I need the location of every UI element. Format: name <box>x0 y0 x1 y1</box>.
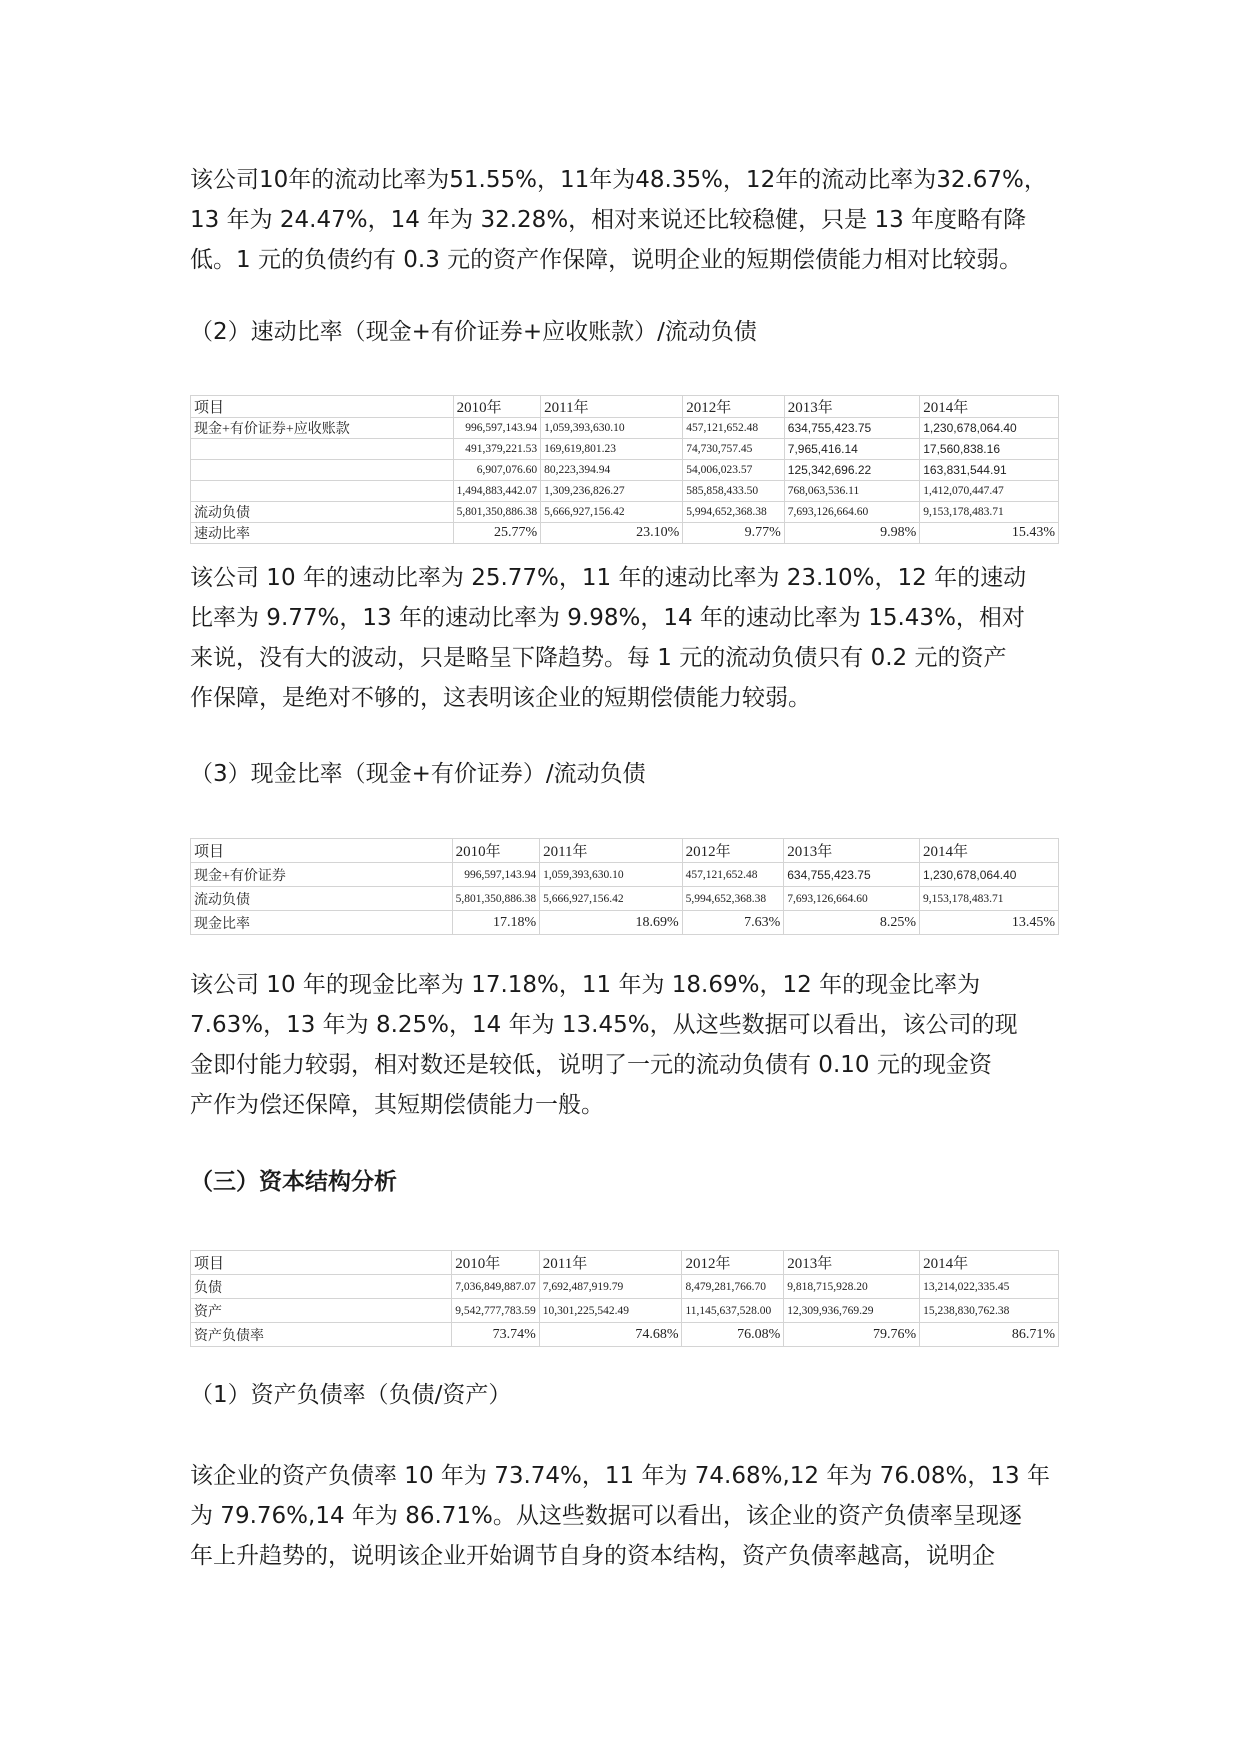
table-cell: 1,494,883,442.07 <box>453 481 541 502</box>
table-cell: 13,214,022,335.45 <box>920 1275 1059 1299</box>
table-cell: 634,755,423.75 <box>784 418 919 439</box>
table-cell: 1,412,070,447.47 <box>920 481 1059 502</box>
table-cell: 15.43% <box>920 523 1059 544</box>
header-cell: 2012年 <box>682 1251 784 1275</box>
row-label <box>191 481 454 502</box>
text-line: 该公司 10 年的现金比率为 17.18%，11 年为 18.69%，12 年的现金比率为 <box>190 972 981 998</box>
table-cell: 12,309,936,769.29 <box>784 1299 920 1323</box>
header-cell: 2010年 <box>452 1251 540 1275</box>
table-cell: 125,342,696.22 <box>784 460 919 481</box>
table-cell: 17.18% <box>452 911 540 935</box>
table-header-row <box>191 839 1059 863</box>
table-cell: 7,692,487,919.79 <box>539 1275 682 1299</box>
heading-quick-ratio: （2）速动比率（现金+有价证券+应收账款）/流动负债 <box>190 319 757 345</box>
table-cell: 10,301,225,542.49 <box>539 1299 682 1323</box>
header-cell: 2013年 <box>784 1251 920 1275</box>
table-row <box>191 502 1059 523</box>
header-cell: 项目 <box>191 839 453 863</box>
table-cell: 7,693,126,664.60 <box>784 887 920 911</box>
table-cell: 491,379,221.53 <box>453 439 541 460</box>
table-cell: 25.77% <box>453 523 541 544</box>
text-line: 来说，没有大的波动，只是略呈下降趋势。每 1 元的流动负债只有 0.2 元的资产 <box>190 645 1007 671</box>
text-line: 金即付能力较弱，相对数还是较低，说明了一元的流动负债有 0.10 元的现金资 <box>190 1052 992 1078</box>
table-row <box>191 523 1059 544</box>
table-cell: 9,153,178,483.71 <box>920 502 1059 523</box>
paragraph-cash-ratio <box>190 965 1080 1125</box>
table-cell: 5,801,350,886.38 <box>452 887 540 911</box>
table-header-row <box>191 1251 1059 1275</box>
table-cell: 9,153,178,483.71 <box>920 887 1059 911</box>
table-cell: 768,063,536.11 <box>784 481 919 502</box>
row-label: 现金+有价证券+应收账款 <box>191 418 454 439</box>
table-cell: 5,801,350,886.38 <box>453 502 541 523</box>
row-label <box>191 439 454 460</box>
table-row <box>191 481 1059 502</box>
table-cell: 996,597,143.94 <box>453 418 541 439</box>
table-cell: 11,145,637,528.00 <box>682 1299 784 1323</box>
table-row <box>191 1299 1059 1323</box>
text-line: 作保障，是绝对不够的，这表明该企业的短期偿债能力较弱。 <box>190 685 811 711</box>
table-cell: 80,223,394.94 <box>541 460 683 481</box>
header-cell: 2010年 <box>453 396 541 418</box>
table-row <box>191 1323 1059 1347</box>
heading-cash-ratio: （3）现金比率（现金+有价证券）/流动负债 <box>190 761 646 787</box>
text-line: 低。1 元的负债约有 0.3 元的资产作保障，说明企业的短期偿债能力相对比较弱。 <box>190 247 1023 273</box>
table-cell: 17,560,838.16 <box>920 439 1059 460</box>
table-row <box>191 439 1059 460</box>
row-label: 流动负债 <box>191 502 454 523</box>
table-cell: 457,121,652.48 <box>683 418 785 439</box>
table-cell: 1,059,393,630.10 <box>540 863 683 887</box>
header-cell: 2012年 <box>682 839 784 863</box>
row-label: 资产负债率 <box>191 1323 452 1347</box>
table-debt-ratio <box>190 1250 1059 1347</box>
header-cell: 项目 <box>191 396 454 418</box>
table-row <box>191 418 1059 439</box>
table-cell: 54,006,023.57 <box>683 460 785 481</box>
table-cell: 5,994,652,368.38 <box>683 502 785 523</box>
header-cell: 2014年 <box>920 1251 1059 1275</box>
table-cell: 6,907,076.60 <box>453 460 541 481</box>
header-cell: 2014年 <box>920 839 1059 863</box>
table-row <box>191 460 1059 481</box>
heading-capital-structure: （三）资本结构分析 <box>190 1169 397 1195</box>
header-cell: 2011年 <box>541 396 683 418</box>
table-cell: 76.08% <box>682 1323 784 1347</box>
table-cell: 1,230,678,064.40 <box>920 863 1059 887</box>
table-row <box>191 911 1059 935</box>
row-label: 负债 <box>191 1275 452 1299</box>
table-cell: 15,238,830,762.38 <box>920 1299 1059 1323</box>
table-row <box>191 863 1059 887</box>
table-cell: 7.63% <box>682 911 784 935</box>
table-cell: 7,036,849,887.07 <box>452 1275 540 1299</box>
table-cell: 23.10% <box>541 523 683 544</box>
table-cell: 9,818,715,928.20 <box>784 1275 920 1299</box>
table-cell: 74.68% <box>539 1323 682 1347</box>
text-line: 该企业的资产负债率 10 年为 73.74%，11 年为 74.68%,12 年为 76.08%，13 年 <box>190 1463 1050 1489</box>
table-header-row <box>191 396 1059 418</box>
table-cell: 634,755,423.75 <box>784 863 920 887</box>
table-cell: 1,059,393,630.10 <box>541 418 683 439</box>
table-cell: 79.76% <box>784 1323 920 1347</box>
row-label <box>191 460 454 481</box>
text-line: 年上升趋势的，说明该企业开始调节自身的资本结构，资产负债率越高，说明企 <box>190 1543 995 1569</box>
table-row <box>191 1275 1059 1299</box>
table-cell: 7,693,126,664.60 <box>784 502 919 523</box>
header-cell: 2011年 <box>540 839 683 863</box>
heading-debt-ratio: （1）资产负债率（负债/资产） <box>190 1382 512 1408</box>
table-cell: 8,479,281,766.70 <box>682 1275 784 1299</box>
table-quick-ratio <box>190 395 1059 544</box>
header-cell: 2010年 <box>452 839 540 863</box>
table-cell: 169,619,801.23 <box>541 439 683 460</box>
table-cell: 18.69% <box>540 911 683 935</box>
table-cell: 13.45% <box>920 911 1059 935</box>
header-cell: 2013年 <box>784 396 919 418</box>
table-cell: 8.25% <box>784 911 920 935</box>
table-cell: 5,994,652,368.38 <box>682 887 784 911</box>
table-cash-ratio <box>190 838 1059 935</box>
row-label: 现金比率 <box>191 911 453 935</box>
table-cell: 457,121,652.48 <box>682 863 784 887</box>
header-cell: 2014年 <box>920 396 1059 418</box>
text-line: 13 年为 24.47%，14 年为 32.28%，相对来说还比较稳健，只是 13 年度略有降 <box>190 207 1027 233</box>
row-label: 流动负债 <box>191 887 453 911</box>
header-cell: 项目 <box>191 1251 452 1275</box>
header-cell: 2012年 <box>683 396 785 418</box>
table-cell: 86.71% <box>920 1323 1059 1347</box>
table-cell: 1,309,236,826.27 <box>541 481 683 502</box>
table-cell: 7,965,416.14 <box>784 439 919 460</box>
text-line: 产作为偿还保障，其短期偿债能力一般。 <box>190 1092 604 1118</box>
row-label: 速动比率 <box>191 523 454 544</box>
text-line: 为 79.76%,14 年为 86.71%。从这些数据可以看出，该企业的资产负债率呈现逐 <box>190 1503 1022 1529</box>
table-cell: 9,542,777,783.59 <box>452 1299 540 1323</box>
table-cell: 5,666,927,156.42 <box>540 887 683 911</box>
table-cell: 74,730,757.45 <box>683 439 785 460</box>
table-cell: 73.74% <box>452 1323 540 1347</box>
table-cell: 9.77% <box>683 523 785 544</box>
table-cell: 1,230,678,064.40 <box>920 418 1059 439</box>
row-label: 现金+有价证券 <box>191 863 453 887</box>
text-line: 比率为 9.77%，13 年的速动比率为 9.98%，14 年的速动比率为 15.43%，相对 <box>190 605 1025 631</box>
table-cell: 163,831,544.91 <box>920 460 1059 481</box>
table-cell: 9.98% <box>784 523 919 544</box>
text-line: 该公司10年的流动比率为51.55%，11年为48.35%，12年的流动比率为32.67%， <box>190 167 1047 193</box>
table-cell: 996,597,143.94 <box>452 863 540 887</box>
table-cell: 585,858,433.50 <box>683 481 785 502</box>
paragraph-quick-ratio <box>190 558 1080 718</box>
header-cell: 2013年 <box>784 839 920 863</box>
row-label: 资产 <box>191 1299 452 1323</box>
table-row <box>191 887 1059 911</box>
paragraph-debt-ratio <box>190 1456 1080 1576</box>
text-line: 该公司 10 年的速动比率为 25.77%，11 年的速动比率为 23.10%，12 年的速动 <box>190 565 1027 591</box>
paragraph-current-ratio <box>190 160 1080 280</box>
table-cell: 5,666,927,156.42 <box>541 502 683 523</box>
header-cell: 2011年 <box>539 1251 682 1275</box>
text-line: 7.63%，13 年为 8.25%，14 年为 13.45%，从这些数据可以看出，该公司的现 <box>190 1012 1018 1038</box>
